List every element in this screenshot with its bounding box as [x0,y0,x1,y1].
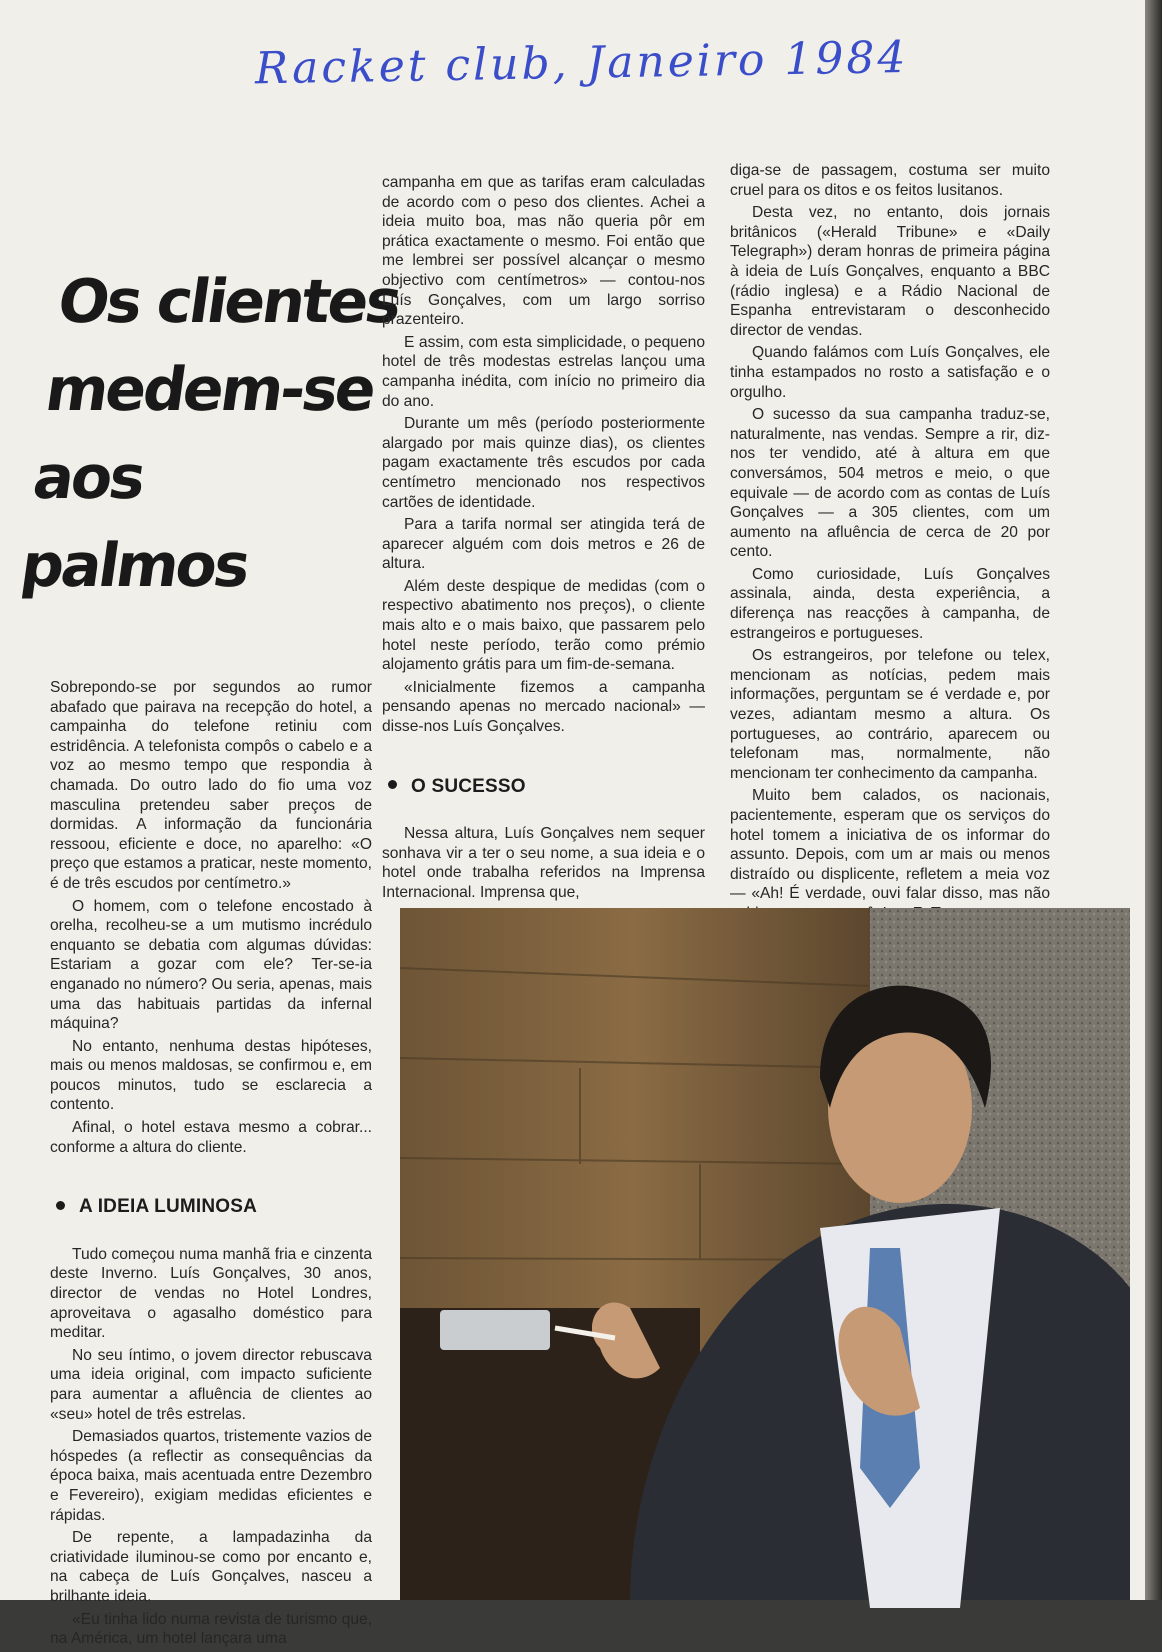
paragraph: O sucesso da sua campanha traduz-se, naturalmente, nas vendas. Sempre a rir, diz-nos ter vendido, até à altura em que conversámos, 504 metros e meio, o que equivale — de acordo com as contas de Luís Gonçalves — a 305 clientes, com um aumento na afluência de cerca de 20 por cento. [730,406,1050,561]
paragraph-text: Muito bem calados, os nacionais, pacientemente, esperam que os serviços do hotel tomem a iniciativa de os informar do assunto. Depois, com um ar mais ou menos distraído ou displicente, refletem a meia voz — «Ah! É verdade, ouvi falar disso, mas não [730,787,1050,903]
paragraph: No entanto, nenhuma destas hipóteses, mais ou menos maldosas, se confirmou e, em poucos minutos, tudo se esclarecia a contento. [50,1037,372,1114]
headline-line-1: Os clientes [53,267,404,337]
article-column-2 [382,173,705,906]
headline [15,258,409,610]
subheading-sucesso [388,777,705,797]
paragraph: Para a tarifa normal ser atingida terá de aparecer alguém com dois metros e 26 de altura. [382,516,705,573]
headline-line-2: medem-se [41,355,378,425]
paragraph: Sobrepondo-se por segundos ao rumor abafado que pairava na recepção do hotel, a campainha do telefone retiniu com estridência. A telefonista compôs o cabelo e a voz ao mesmo tempo que respondia à chamada. Do outro lado do fio uma voz masculina pretendeu saber preços de dormidas. A informação da funcionária ressoou, eficiente e doce, no aparelho: «O preço que estamos a praticar, neste momento, é de três escudos por centímetro.» [50,679,372,892]
paragraph: Quando falámos com Luís Gonçalves, ele tinha estampados no rosto a satisfação e o orgulho. [730,344,1050,401]
paragraph: Além deste despique de medidas (com o respectivo abatimento nos preços), o cliente mais alto e o mais baixo, que passarem pelo hotel neste período, terão como prémio alojamento grátis para um fim-de-semana. [382,577,705,674]
portrait-photo-illustration [400,908,1130,1600]
paragraph: diga-se de passagem, costuma ser muito cruel para os ditos e os feitos lusitanos. [730,162,1050,199]
paragraph: De repente, a lampadazinha da criatividade iluminou-se como por encanto e, na cabeça de Luís Gonçalves, nasceu a brilhante ideia. [50,1529,372,1605]
paragraph: «Inicialmente fizemos a campanha pensando apenas no mercado nacional» — disse-nos Luís Gonçalves. [382,678,705,736]
headline-line-3: aos palmos [16,443,252,601]
article-column-1 [50,678,372,1652]
page-edge-shadow [1145,0,1162,1600]
subheading-text: A IDEIA LUMINOSA [79,1196,258,1218]
subheading-text: O SUCESSO [411,775,526,797]
paragraph: Afinal, o hotel estava mesmo a cobrar... conforme a altura do cliente. [50,1119,372,1156]
paragraph: Tudo começou numa manhã fria e cinzenta deste Inverno. Luís Gonçalves, 30 anos, director de vendas no Hotel Londres, aproveitava o agasalho doméstico para meditar. [50,1245,372,1342]
paragraph: Desta vez, no entanto, dois jornais britânicos («Herald Tribune» e «Daily Telegraph») deram honras de primeira página à ideia de Luís Gonçalves, enquanto a BBC (rádio inglesa) e a Rádio Nacional de Espanha entrevistaram o desconhecido director de vendas. [730,204,1050,339]
paragraph: Os estrangeiros, por telefone ou telex, mencionam as notícias, pedem mais informações, perguntam se é verdade e, por vezes, adiantam mesmo a altura. Os portugueses, ao contrário, aparecem ou telefonam mas, normalmente, não mencionam ter conhecimento da campanha. [730,647,1050,782]
portrait-photo [400,908,1130,1600]
subheading-ideia-luminosa [56,1197,372,1217]
handwritten-note: Racket club, Janeiro 1984 [254,32,909,95]
ashtray [440,1310,550,1350]
paragraph: campanha em que as tarifas eram calculadas de acordo com o peso dos clientes. Achei a ideia muito boa, mas não queria pôr em prática exactamente o mesmo. Foi então que me lembrei ser possível alcançar o mesmo objectivo com centímetros» — contou-nos Luís Gonçalves, com um largo sorriso prazenteiro. [382,174,705,329]
paragraph: Como curiosidade, Luís Gonçalves assinala, ainda, desta experiência, a diferença nas reacções à campanha, de estrangeiros e portugueses. [730,565,1050,642]
paragraph: Durante um mês (período posteriormente alargado por mais quinze dias), os clientes pagam exactamente três escudos por cada centímetro mencionado nos respectivos cartões de identidade. [382,415,705,511]
bullet-icon [56,1201,65,1210]
paragraph: Nessa altura, Luís Gonçalves nem sequer sonhava vir a ter o seu nome, a sua ideia e o hotel onde trabalha referidos na Imprensa Internacional. Imprensa que, [382,825,705,901]
paragraph: «Eu tinha lido numa revista de turismo que, na América, um hotel lançara uma [50,1610,372,1648]
paragraph: Demasiados quartos, tristemente vazios de hóspedes (a reflectir as consequências da época baixa, mais acentuada entre Dezembro e Fevereiro), exigiam medidas eficientes e rápidas. [50,1428,372,1524]
paragraph: No seu íntimo, o jovem director rebuscava uma ideia original, com impacto suficiente para aumentar a afluência de clientes ao «seu» hotel de três estrelas. [50,1346,372,1423]
paragraph: O homem, com o telefone encostado à orelha, recolheu-se a um mutismo incrédulo enquanto se debatia com algumas dúvidas: Estariam a gozar com ele? Ter-se-ia enganado no número? Ou seria, apenas, mais uma das habituais partidas da infernal máquina? [50,897,372,1033]
paragraph [730,786,1050,923]
article-column-3 [730,161,1050,927]
paragraph: E assim, com esta simplicidade, o pequeno hotel de três modestas estrelas lançou uma campanha inédita, com início no primeiro dia do ano. [382,333,705,410]
bullet-icon [388,780,397,789]
